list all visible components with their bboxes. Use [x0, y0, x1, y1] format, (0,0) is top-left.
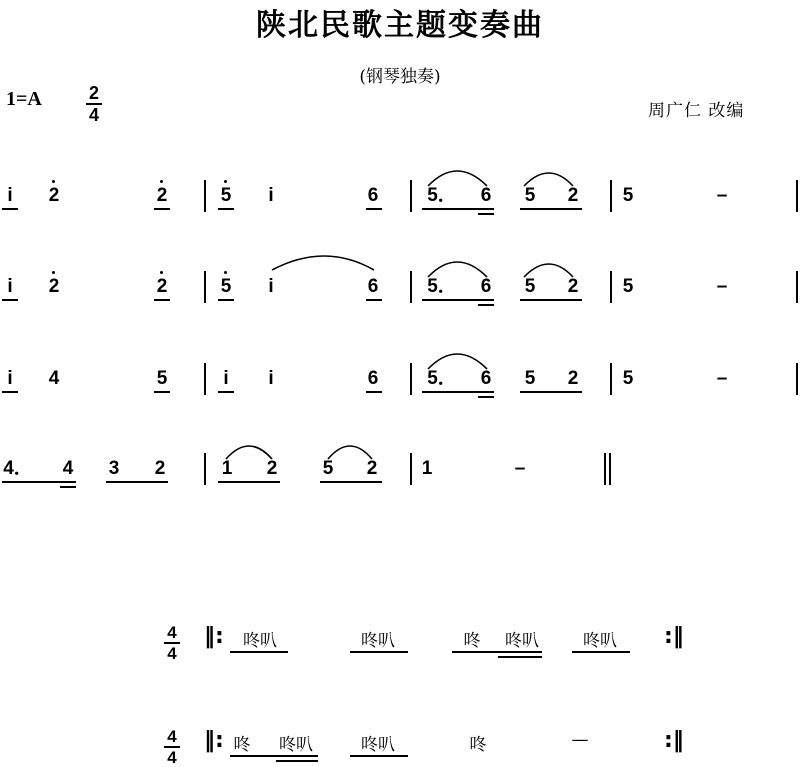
drum-beat: 咚叭 [361, 631, 395, 651]
perc-ts2-denominator: 4 [167, 748, 177, 767]
note: 5 [622, 368, 634, 389]
note: 6 [480, 368, 492, 389]
note: 5 [524, 185, 536, 206]
perc-time-signature [164, 624, 180, 662]
drum-beat: 咚 [469, 735, 487, 755]
note: 1 [221, 458, 233, 479]
note: 4． [3, 458, 33, 479]
perc-time-signature-2 [164, 728, 180, 766]
drum-beat: 咚叭 [505, 631, 539, 651]
note: 1 [421, 458, 433, 479]
perc-ts2-numerator: 4 [167, 727, 177, 746]
note: – [716, 276, 728, 297]
note: i [268, 276, 274, 297]
note: 5． [427, 276, 457, 297]
note: 5 [220, 185, 232, 206]
note: 5 [524, 368, 536, 389]
drum-beat: — [571, 730, 589, 750]
note: 5 [524, 276, 536, 297]
note: – [716, 368, 728, 389]
note: 4 [48, 368, 60, 389]
time-signature-denominator: 4 [88, 105, 99, 125]
note: i [7, 276, 13, 297]
note: 5． [427, 368, 457, 389]
note: 5 [156, 368, 168, 389]
note: i [7, 368, 13, 389]
repeat-end: :‖ [664, 624, 684, 649]
note: i [268, 368, 274, 389]
drum-beat: 咚 [463, 631, 481, 651]
note: 5 [622, 276, 634, 297]
note: 5 [322, 458, 334, 479]
note: 2 [156, 276, 168, 297]
note: 6 [367, 185, 379, 206]
note: i [223, 368, 229, 389]
note: 6 [480, 276, 492, 297]
note: 2 [266, 458, 278, 479]
note: 2 [154, 458, 166, 479]
note: 2 [366, 458, 378, 479]
note: 6 [367, 276, 379, 297]
repeat-start: ‖: [204, 624, 224, 649]
subtitle: (钢琴独奏) [359, 67, 441, 87]
note: – [716, 185, 728, 206]
note: 5 [622, 185, 634, 206]
note: – [514, 458, 526, 479]
perc-ts-denominator: 4 [167, 644, 177, 663]
perc-ts-numerator: 4 [167, 623, 177, 642]
arranger-credit: 周广仁 改编 [648, 101, 745, 121]
time-signature-numerator: 2 [88, 83, 99, 103]
note: 2 [567, 368, 579, 389]
note: 2 [156, 185, 168, 206]
note: 5． [427, 185, 457, 206]
drum-beat: 咚叭 [361, 735, 395, 755]
page-title: 陕北民歌主题变奏曲 [256, 8, 544, 43]
drum-beat: 咚叭 [583, 631, 617, 651]
drum-beat: 咚叭 [279, 735, 313, 755]
drum-beat: 咚 [233, 735, 251, 755]
note: i [268, 185, 274, 206]
drum-beat: 咚叭 [243, 631, 277, 651]
note: 5 [220, 276, 232, 297]
note: 2 [567, 276, 579, 297]
note: 4 [62, 458, 74, 479]
key-signature: 1=A [6, 88, 42, 110]
note: 2 [48, 276, 60, 297]
note: 2 [567, 185, 579, 206]
note: 6 [480, 185, 492, 206]
note: 2 [48, 185, 60, 206]
note: 3 [108, 458, 120, 479]
repeat-start-2: ‖: [204, 728, 224, 753]
note: 6 [367, 368, 379, 389]
repeat-end-2: :‖ [664, 728, 684, 753]
note: i [7, 185, 13, 206]
